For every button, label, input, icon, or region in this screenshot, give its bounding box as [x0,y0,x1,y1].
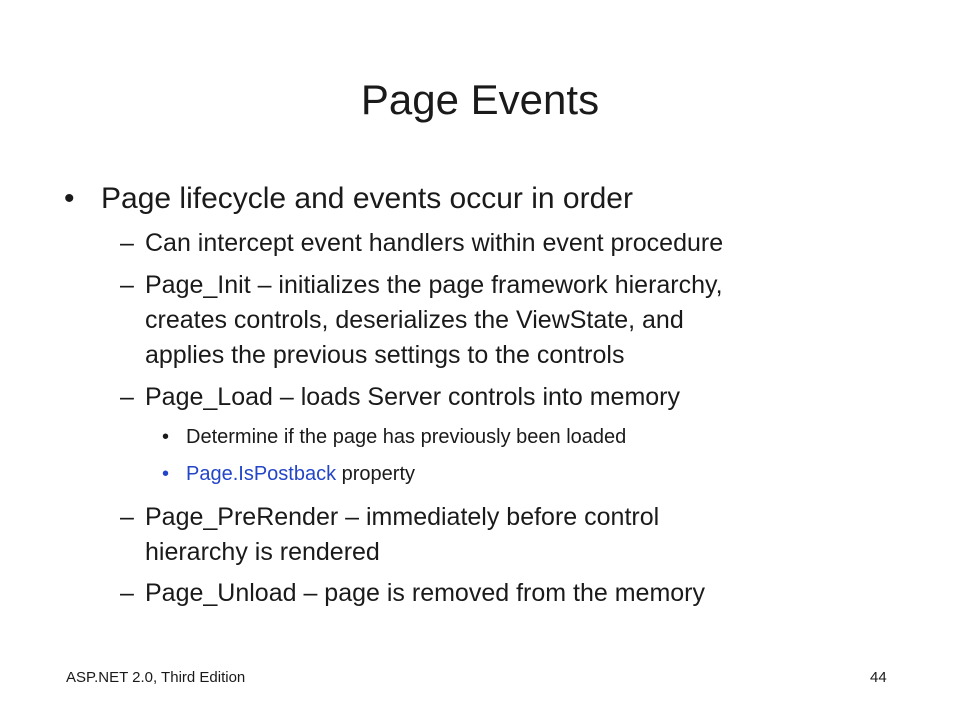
subsub-bullet-rest: property [336,463,416,485]
bullet-dot: • [64,182,75,215]
subsub-bullet-text [186,461,415,487]
sub-bullet-dash: – [120,229,134,257]
sub-bullet-text: Can intercept event handlers within event procedure [145,229,724,257]
subsub-bullet-text: Determine if the page has previously been loaded [186,426,627,448]
sub-bullet-text-cont: hierarchy is rendered [145,538,380,566]
bullet-text: Page lifecycle and events occur in order [101,182,633,215]
sub-bullet-text: Page_Load – loads Server controls into memory [145,383,681,411]
sub-bullet-text: Page_PreRender – immediately before control [145,503,660,531]
slide-title: Page Events [360,76,600,123]
sub-bullet-dash: – [120,503,134,531]
sub-bullet-dash: – [120,579,134,607]
sub-bullet-text-cont: applies the previous settings to the controls [145,341,625,369]
footer-page-number: 44 [870,669,887,686]
sub-bullet-text-cont: creates controls, deserializes the ViewState, and [145,306,684,334]
subsub-bullet-dot: • [162,426,170,448]
footer-course-title: ASP.NET 2.0, Third Edition [66,669,246,686]
sub-bullet-text: Page_Init – initializes the page framework hierarchy, [145,271,723,299]
sub-bullet-dash: – [120,271,134,299]
sub-bullet-dash: – [120,383,134,411]
sub-bullet-text: Page_Unload – page is removed from the memory [145,579,706,607]
subsub-bullet-dot: • [162,463,170,485]
ispostback-link[interactable]: Page.IsPostback [186,463,337,485]
